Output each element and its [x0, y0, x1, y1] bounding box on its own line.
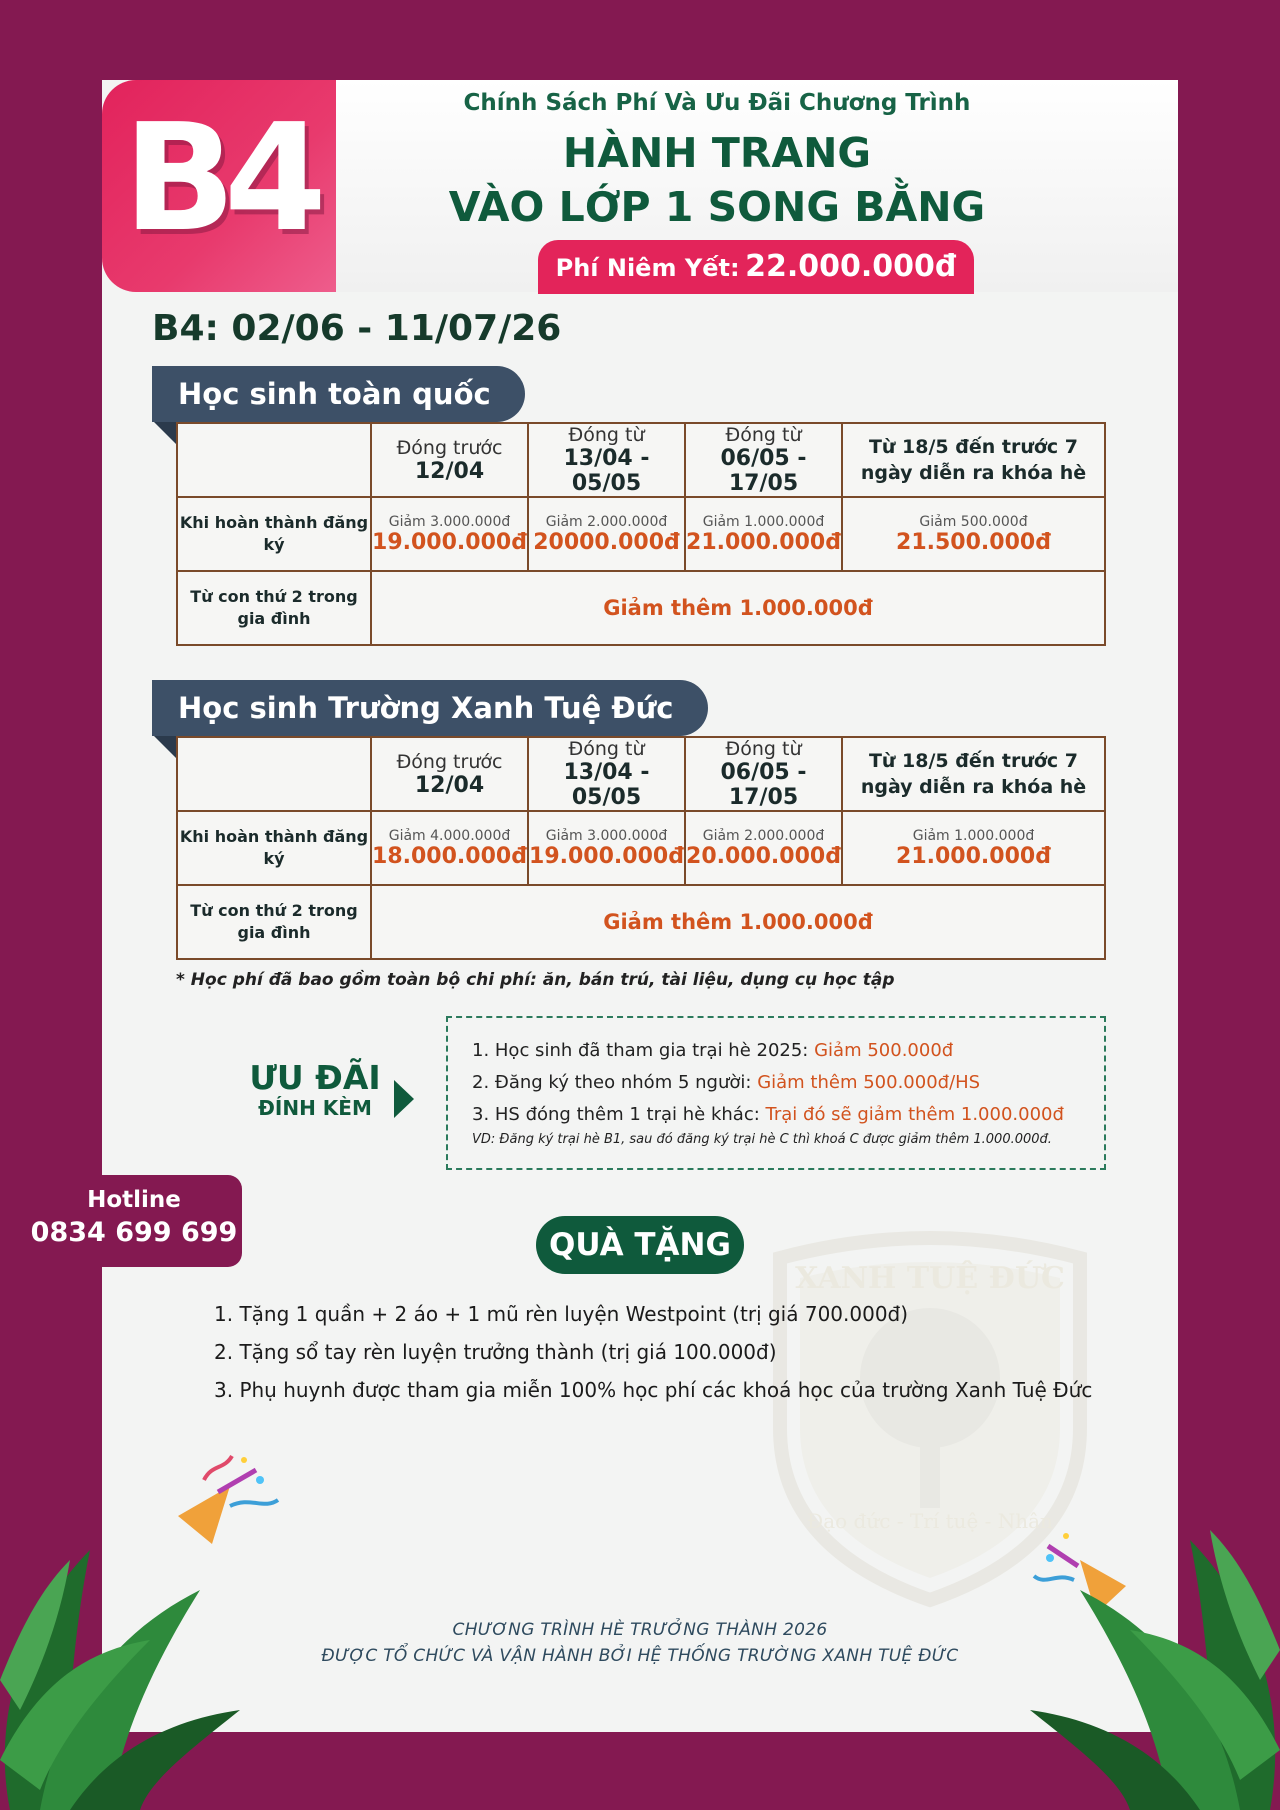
column-header: Đóng từ 06/05 - 17/05: [685, 737, 842, 811]
table-header-row: [177, 737, 1105, 811]
listed-price-pill: [538, 240, 974, 294]
program-title-line1: HÀNH TRANG: [562, 129, 872, 177]
watermark-top-text: XANH TUỆ ĐỨC: [795, 1261, 1065, 1296]
price-cell: Giảm 2.000.000đ 20.000.000đ: [685, 811, 842, 885]
table-row: [177, 497, 1105, 571]
offer-item: 3. HS đóng thêm 1 trại hè khác: Trại đó sẽ giảm thêm 1.000.000đ: [472, 1104, 1064, 1125]
table-corner-cell: [177, 423, 371, 497]
price-cell: Giảm 1.000.000đ 21.000.000đ: [842, 811, 1105, 885]
price-cell: Giảm 3.000.000đ 19.000.000đ: [371, 497, 528, 571]
tab-fold-2: [152, 734, 178, 760]
table-header-row: [177, 423, 1105, 497]
offers-title: ƯU ĐÃI: [249, 1058, 381, 1097]
row-label-sibling: Từ con thứ 2 trong gia đình: [177, 885, 371, 959]
footer-line2: ĐƯỢC TỔ CHỨC VÀ VẬN HÀNH BỞI HỆ THỐNG TRƯỜNG XANH TUỆ ĐỨC: [321, 1646, 959, 1666]
row-label-sibling: Từ con thứ 2 trong gia đình: [177, 571, 371, 645]
hotline-box[interactable]: [26, 1175, 242, 1267]
column-header: Đóng từ 13/04 - 05/05: [528, 423, 685, 497]
gift-item: 2. Tặng sổ tay rèn luyện trưởng thành (trị giá 100.000đ): [214, 1340, 777, 1364]
gifts-title: QUÀ TẶNG: [536, 1216, 744, 1274]
sibling-discount-cell: Giảm thêm 1.000.000đ: [371, 885, 1105, 959]
table-corner-cell: [177, 737, 371, 811]
table-row: [177, 811, 1105, 885]
badge-code: B4: [123, 92, 315, 264]
program-title-line2: VÀO LỚP 1 SONG BẰNG: [448, 183, 986, 231]
price-cell: Giảm 1.000.000đ 21.000.000đ: [685, 497, 842, 571]
column-header: Từ 18/5 đến trước 7 ngày diễn ra khóa hè: [842, 737, 1105, 811]
hotline-number[interactable]: 0834 699 699: [30, 1217, 238, 1248]
offer-example: VD: Đăng ký trại hè B1, sau đó đăng ký trại hè C thì khoá C được giảm thêm 1.000.000đ.: [472, 1132, 1052, 1147]
fee-table-school: [176, 736, 1106, 960]
gift-item: 1. Tặng 1 quần + 2 áo + 1 mũ rèn luyện Westpoint (trị giá 700.000đ): [214, 1302, 909, 1326]
program-title: [336, 126, 1098, 234]
footer-line1: CHƯƠNG TRÌNH HÈ TRƯỞNG THÀNH 2026: [452, 1620, 828, 1640]
column-header: Đóng từ 06/05 - 17/05: [685, 423, 842, 497]
offers-box: [446, 1016, 1106, 1170]
tab-fold-1: [152, 420, 178, 446]
tropical-leaves-right-icon: [1000, 1450, 1280, 1810]
column-header: Từ 18/5 đến trước 7 ngày diễn ra khóa hè: [842, 423, 1105, 497]
play-arrow-icon: [394, 1080, 414, 1118]
section-title-national: Học sinh toàn quốc: [152, 366, 525, 422]
hotline-label: Hotline: [87, 1187, 181, 1213]
fee-table-national: [176, 422, 1106, 646]
price-cell: Giảm 2.000.000đ 20000.000đ: [528, 497, 685, 571]
price-cell: Giảm 500.000đ 21.500.000đ: [842, 497, 1105, 571]
tropical-leaves-left-icon: [0, 1460, 260, 1810]
header-subtitle: Chính Sách Phí Và Ưu Đãi Chương Trình: [463, 90, 971, 116]
listed-price-value: 22.000.000đ: [745, 249, 957, 284]
offer-item: 1. Học sinh đã tham gia trại hè 2025: Giảm 500.000đ: [472, 1040, 954, 1061]
offers-subtitle: ĐÍNH KÈM: [258, 1096, 372, 1120]
row-label-enroll: Khi hoàn thành đăng ký: [177, 497, 371, 571]
gift-item: 3. Phụ huynh được tham gia miễn 100% học phí các khoá học của trường Xanh Tuệ Đức: [214, 1378, 1093, 1402]
header-band: [336, 80, 1178, 292]
offers-heading: [240, 1060, 390, 1120]
section-title-school: Học sinh Trường Xanh Tuệ Đức: [152, 680, 708, 736]
sibling-discount-cell: Giảm thêm 1.000.000đ: [371, 571, 1105, 645]
table-row: [177, 885, 1105, 959]
watermark-bottom-text: Đạo đức - Trí tuệ - Nhân: [807, 1509, 1053, 1533]
program-badge: [102, 80, 336, 292]
fee-inclusion-note: * Học phí đã bao gồm toàn bộ chi phí: ăn, bán trú, tài liệu, dụng cụ học tập: [176, 970, 895, 990]
column-header: Đóng trước 12/04: [371, 423, 528, 497]
listed-price-label: Phí Niêm Yết:: [555, 254, 740, 282]
offer-item: 2. Đăng ký theo nhóm 5 người: Giảm thêm 500.000đ/HS: [472, 1072, 981, 1093]
price-cell: Giảm 4.000.000đ 18.000.000đ: [371, 811, 528, 885]
price-cell: Giảm 3.000.000đ 19.000.000đ: [528, 811, 685, 885]
column-header: Đóng từ 13/04 - 05/05: [528, 737, 685, 811]
row-label-enroll: Khi hoàn thành đăng ký: [177, 811, 371, 885]
column-header: Đóng trước 12/04: [371, 737, 528, 811]
period-heading: B4: 02/06 - 11/07/26: [152, 308, 562, 349]
table-row: [177, 571, 1105, 645]
